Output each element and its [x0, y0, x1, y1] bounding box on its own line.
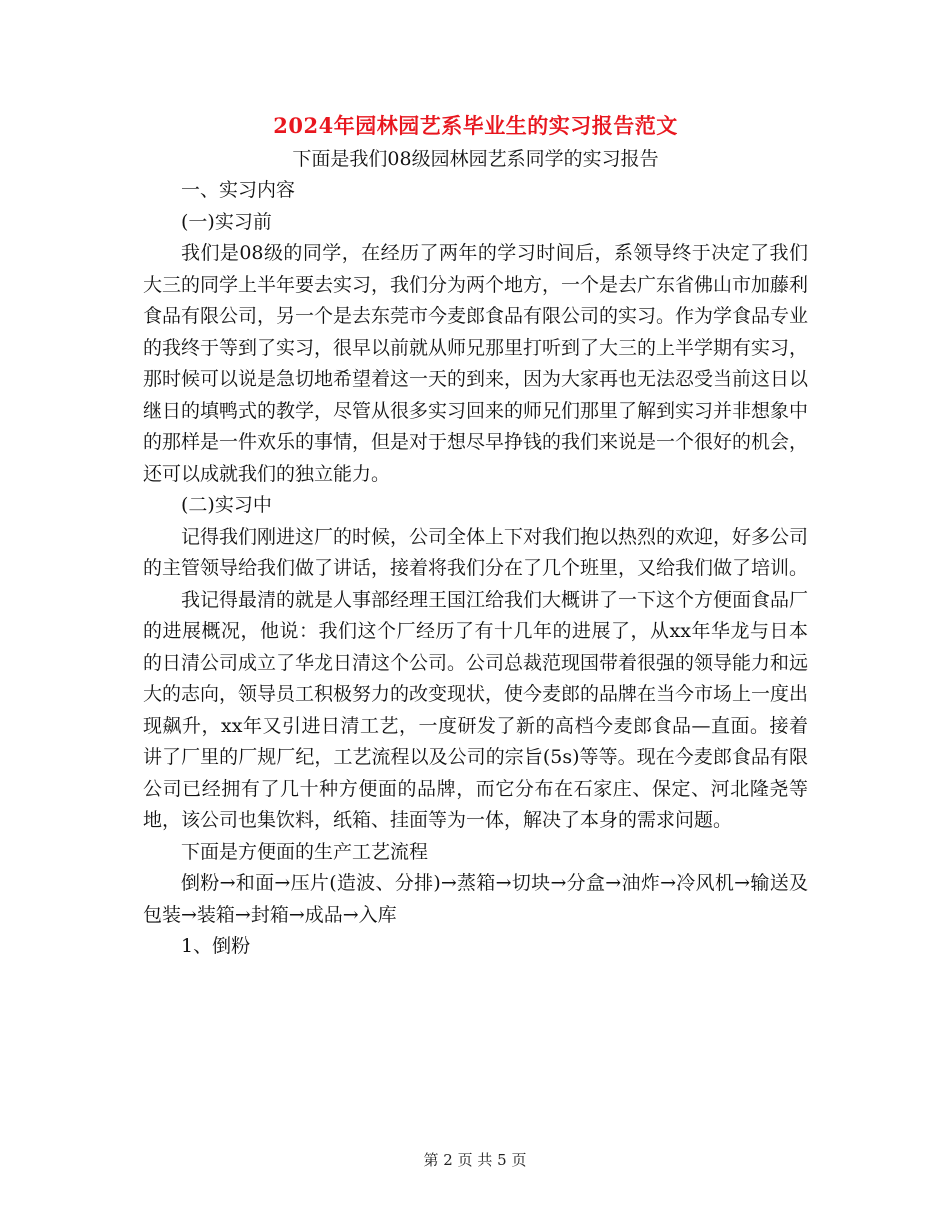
page-number-footer: 第 2 页 共 5 页	[423, 1151, 527, 1169]
process-intro: 下面是方便面的生产工艺流程	[181, 840, 429, 863]
step-heading-pour-flour: 1、倒粉	[181, 935, 251, 957]
paragraph-welcome: 记得我们刚进这厂的时候，公司全体上下对我们抱以热烈的欢迎，好多公司的主管领导给我们做了讲话，接着将我们分在了几个班里，又给我们做了培训。	[143, 525, 809, 579]
document-subtitle: 下面是我们08级园林园艺系同学的实习报告	[292, 148, 659, 170]
subsection-heading-before: (一)实习前	[181, 210, 272, 233]
process-flow: 倒粉→和面→压片(造波、分排)→蒸箱→切块→分盒→油炸→冷风机→输送及包装→装箱→封箱→成品→入库	[143, 872, 808, 926]
subsection-heading-during: (二)实习中	[181, 494, 272, 516]
section-heading-content: 一、实习内容	[181, 179, 296, 201]
document-page	[143, 108, 808, 963]
paragraph-company-overview: 我记得最清的就是人事部经理王国江给我们大概讲了一下这个方便面食品厂的进展概况，他说：我们这个厂经历了有十几年的进展了，从xx年华龙与日本的日清公司成立了华龙日清这个公司。公司总裁范现国带着很强的领导能力和远大的志向，领导员工积极努力的改变现状，使今麦郎的品牌在当今市场上一度出现飙升，xx年又引进日清工艺，一度研发了新的高档今麦郎食品—直面。接着讲了厂里的厂规厂纪，工艺流程以及公司的宗旨(5s)等等。现在今麦郎食品有限公司已经拥有了几十种方便面的品牌，而它分布在石家庄、保定、河北隆尧等地，该公司也集饮料，纸箱、挂面等为一体，解决了本身的需求问题。	[143, 588, 809, 831]
document-title: 2024年园林园艺系毕业生的实习报告范文	[273, 113, 678, 138]
paragraph-before-internship: 我们是08级的同学，在经历了两年的学习时间后，系领导终于决定了我们大三的同学上半年要去实习，我们分为两个地方，一个是去广东省佛山市加藤利食品有限公司，另一个是去东莞市今麦郎食品有限公司的实习。作为学食品专业的我终于等到了实习，很早以前就从师兄那里打听到了大三的上半学期有实习，那时候可以说是急切地希望着这一天的到来，因为大家再也无法忍受当前这日以继日的填鸭式的教学，尽管从很多实习回来的师兄们那里了解到实习并非想象中的那样是一件欢乐的事情，但是对于想尽早挣钱的我们来说是一个很好的机会，还可以成就我们的独立能力。	[143, 242, 809, 485]
